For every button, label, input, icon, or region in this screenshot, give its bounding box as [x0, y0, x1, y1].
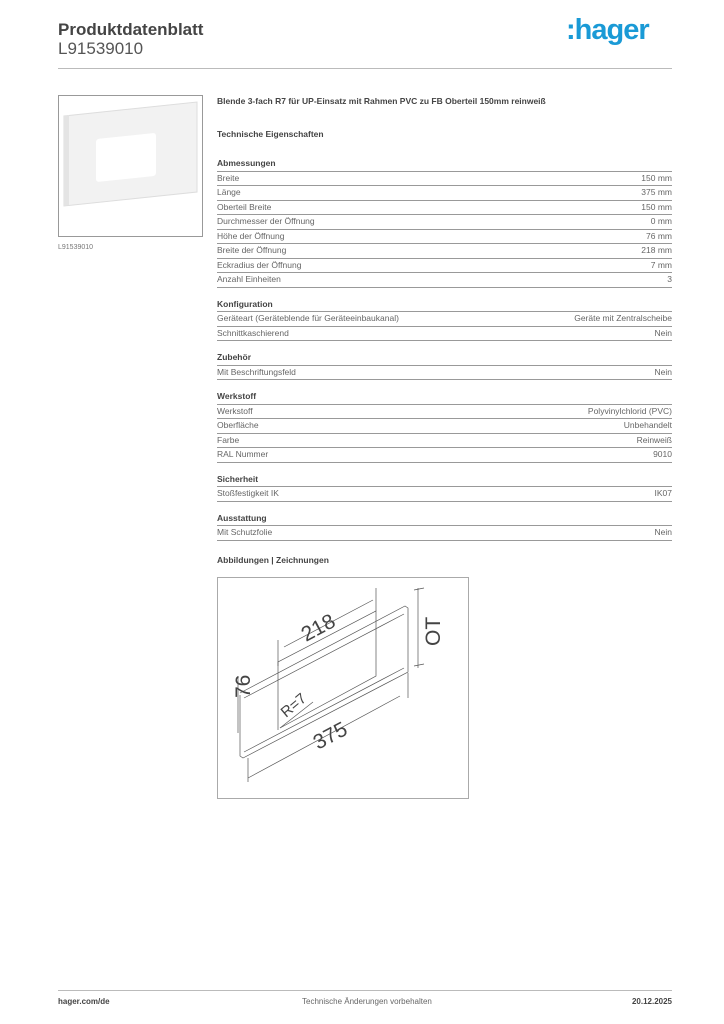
spec-value: Nein	[654, 366, 672, 377]
spec-label: Anzahl Einheiten	[217, 274, 281, 284]
spec-row	[217, 327, 672, 342]
footer-website[interactable]: hager.com/de	[58, 997, 110, 1006]
spec-label: Geräteart (Geräteblende für Geräteeinbaukanal)	[217, 313, 399, 323]
spec-section	[217, 390, 672, 463]
section-title: Abmessungen	[217, 157, 672, 172]
spec-value: IK07	[654, 488, 672, 498]
spec-value: Nein	[654, 527, 672, 537]
footer-note: Technische Änderungen vorbehalten	[302, 997, 432, 1006]
spec-value: Nein	[654, 327, 672, 338]
section-title: Werkstoff	[217, 390, 672, 405]
image-caption: L91539010	[58, 244, 94, 251]
spec-value: 150 mm	[641, 201, 672, 212]
spec-label: Farbe	[217, 434, 240, 445]
spec-row	[217, 230, 672, 245]
dim-ot-label: OT	[422, 616, 445, 646]
spec-value: Unbehandelt	[623, 420, 672, 430]
spec-label: Oberteil Breite	[217, 201, 272, 212]
dim-radius-label: R=7	[277, 690, 310, 722]
spec-label: Durchmesser der Öffnung	[217, 216, 315, 226]
specs	[217, 94, 672, 541]
dimension-drawing	[217, 577, 469, 799]
page-title: Produktdatenblatt	[58, 20, 204, 39]
spec-row	[217, 259, 672, 274]
spec-row	[217, 201, 672, 216]
section-title: Ausstattung	[217, 512, 672, 527]
spec-value: 7 mm	[650, 259, 672, 270]
spec-section	[217, 512, 672, 541]
spec-row	[217, 312, 672, 327]
dim-height-label: 76	[232, 674, 255, 698]
spec-label: Oberfläche	[217, 420, 259, 430]
hager-logo: :hager	[566, 14, 649, 46]
spec-row	[217, 419, 672, 434]
spec-row	[217, 487, 672, 502]
spec-value: 9010	[653, 449, 672, 459]
spec-row	[217, 172, 672, 187]
spec-section	[217, 351, 672, 380]
spec-row	[217, 366, 672, 381]
spec-label: Höhe der Öffnung	[217, 230, 285, 241]
footer-divider	[58, 990, 672, 991]
spec-row	[217, 434, 672, 449]
spec-label: Breite	[217, 172, 240, 183]
spec-value: 375 mm	[641, 187, 672, 197]
spec-label: Mit Beschriftungsfeld	[217, 366, 296, 377]
spec-value: 0 mm	[650, 216, 672, 226]
spec-row	[217, 526, 672, 541]
header-divider	[58, 68, 672, 69]
spec-label: Länge	[217, 187, 241, 197]
spec-row	[217, 448, 672, 463]
section-title: Sicherheit	[217, 473, 672, 488]
spec-section	[217, 298, 672, 342]
product-description: Blende 3-fach R7 für UP-Einsatz mit Rahmen PVC zu FB Oberteil 150mm reinweiß	[217, 96, 546, 106]
spec-value: Geräte mit Zentralscheibe	[574, 313, 672, 323]
spec-value: 150 mm	[641, 172, 672, 183]
spec-row	[217, 244, 672, 259]
spec-label: Stoßfestigkeit IK	[217, 488, 279, 498]
product-code: L91539010	[58, 39, 144, 58]
spec-value: 76 mm	[646, 230, 672, 241]
product-image	[58, 95, 203, 237]
drawings-title: Abbildungen | Zeichnungen	[217, 555, 329, 565]
spec-label: Werkstoff	[217, 405, 253, 416]
spec-row	[217, 215, 672, 230]
spec-label: RAL Nummer	[217, 449, 269, 459]
spec-label: Schnittkaschierend	[217, 327, 289, 338]
spec-row	[217, 273, 672, 288]
spec-label: Mit Schutzfolie	[217, 527, 273, 537]
footer-date: 20.12.2025	[631, 997, 672, 1006]
spec-label: Breite der Öffnung	[217, 245, 287, 255]
section-title: Zubehör	[217, 351, 672, 366]
spec-value: 3	[667, 274, 672, 284]
dim-width-label: 218	[297, 609, 340, 647]
spec-section	[217, 473, 672, 502]
dim-length-label: 375	[309, 717, 352, 755]
spec-value: 218 mm	[641, 245, 672, 255]
spec-value: Polyvinylchlorid (PVC)	[587, 405, 672, 416]
spec-section	[217, 157, 672, 288]
spec-row	[217, 405, 672, 420]
spec-label: Eckradius der Öffnung	[217, 259, 302, 270]
spec-row	[217, 186, 672, 201]
spec-value: Reinweiß	[636, 434, 672, 445]
section-title: Konfiguration	[217, 298, 672, 313]
tech-properties-title: Technische Eigenschaften	[217, 129, 324, 139]
